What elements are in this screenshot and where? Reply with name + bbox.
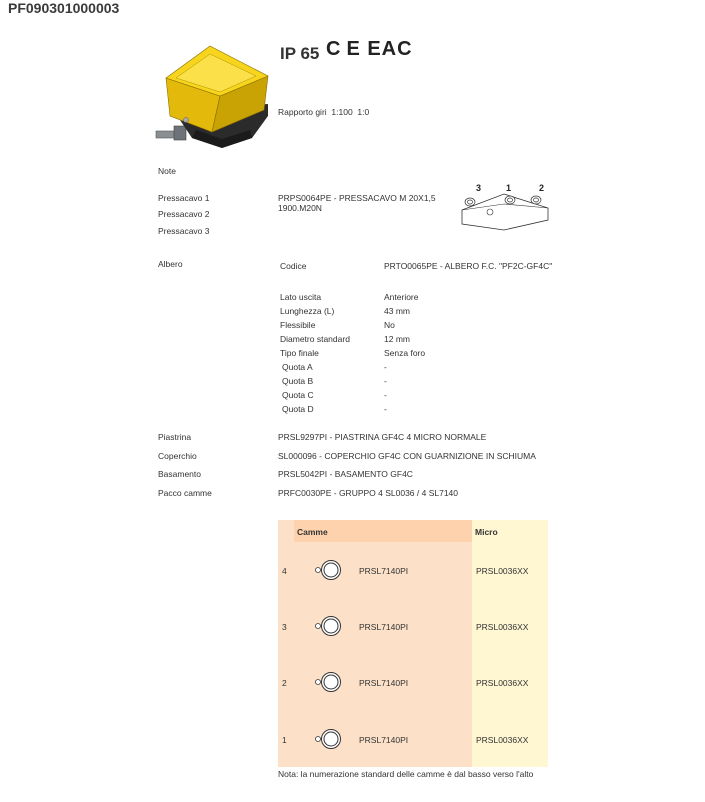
certification-marks: C E EAC [326,38,413,60]
basamento-label: Basamento [158,469,201,479]
spec-label: Lunghezza (L) [280,306,335,316]
camme-header: Camme [297,527,328,537]
pressacavo-3-label: Pressacavo 3 [158,226,210,236]
coperchio-label: Coperchio [158,451,197,461]
cam-icon [314,559,344,581]
rapporto-giri-row [278,107,369,117]
cam-table-footnote: Nota: la numerazione standard delle camme è dal basso verso l'alto [278,769,534,779]
note-label: Note [158,166,176,176]
spec-value: 12 mm [384,334,410,344]
spec-label: Quota A [282,362,313,372]
gland-number-1: 1 [506,183,512,193]
pacco-camme-value: PRFC0030PE - GRUPPO 4 SL0036 / 4 SL7140 [278,488,459,498]
product-image [152,38,274,150]
cam-row-micro: PRSL0036XX [476,622,529,632]
pressacavo-diagram [456,180,552,232]
rapporto-giri-label: Rapporto giri [278,107,327,117]
cam-icon [314,615,344,637]
spec-label: Quota C [282,390,314,400]
piastrina-value: PRSL9297PI - PIASTRINA GF4C 4 MICRO NORMALE [278,432,487,442]
coperchio-value: SL000096 - COPERCHIO GF4C CON GUARNIZIONE IN SCHIUMA [278,451,536,461]
micro-header: Micro [475,527,498,537]
product-code: PF090301000003 [8,0,120,16]
basamento-value: PRSL5042PI - BASAMENTO GF4C [278,469,413,479]
spec-value: - [384,362,387,372]
spec-value: Anteriore [384,292,419,302]
spec-label: Quota B [282,376,314,386]
pressacavo-2-label: Pressacavo 2 [158,209,210,219]
spec-label: Tipo finale [280,348,319,358]
cam-row-camme: PRSL7140PI [359,735,409,745]
pacco-camme-label: Pacco camme [158,488,212,498]
spec-value: - [384,376,387,386]
cam-row-number: 4 [282,566,287,576]
spec-value: Senza foro [384,348,426,358]
ip-rating: IP 65 [280,44,320,63]
cable-gland-positions-icon [456,180,552,232]
cam-row-micro: PRSL0036XX [476,566,529,576]
camme-column [278,520,472,767]
piastrina-label: Piastrina [158,432,192,442]
limit-switch-illustration [152,38,274,150]
pressacavo-1-label: Pressacavo 1 [158,193,210,203]
cam-icon [314,671,344,693]
albero-codice-label: Codice [280,261,307,271]
pressacavo-value-line-2: 1900.M20N [278,203,322,213]
cam-row-camme: PRSL7140PI [359,622,409,632]
spec-label: Flessibile [280,320,316,330]
cam-row-micro: PRSL0036XX [476,735,529,745]
spec-label: Diametro standard [280,334,350,344]
spec-value: - [384,390,387,400]
albero-label: Albero [158,259,183,269]
rapporto-giri-value-1: 1:100 [331,107,353,117]
cam-row-number: 1 [282,735,287,745]
micro-column [472,520,548,767]
spec-value: No [384,320,395,330]
gland-number-2: 2 [539,183,545,193]
cam-row-camme: PRSL7140PI [359,678,409,688]
pressacavo-value-line-1: PRPS0064PE - PRESSACAVO M 20X1,5 [278,193,436,203]
spec-value: 43 mm [384,306,410,316]
cam-row-micro: PRSL0036XX [476,678,529,688]
albero-codice-value: PRTO0065PE - ALBERO F.C. "PF2C-GF4C" [384,261,553,271]
cam-icon [314,728,344,750]
gland-number-3: 3 [476,183,482,193]
cam-table [278,520,548,767]
cam-row-number: 3 [282,622,287,632]
spec-label: Quota D [282,404,314,414]
cam-row-number: 2 [282,678,287,688]
spec-label: Lato uscita [280,292,322,302]
spec-value: - [384,404,387,414]
cam-row-camme: PRSL7140PI [359,566,409,576]
rapporto-giri-value-2: 1:0 [357,107,370,117]
